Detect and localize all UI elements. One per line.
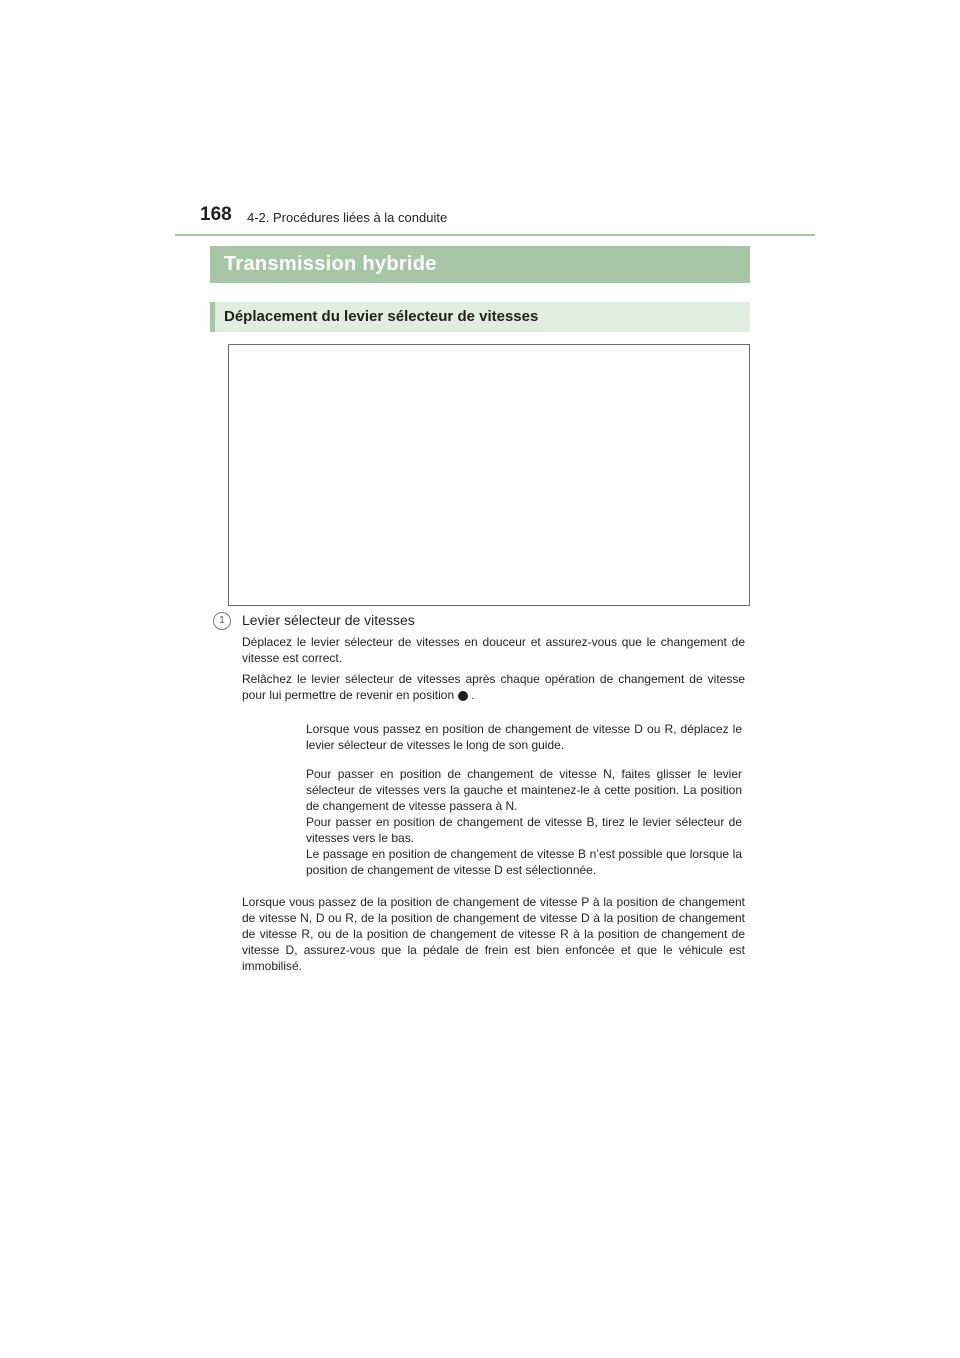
section-title-bar [210,246,750,283]
callout-number: 1 [213,612,231,630]
subsection-title-bar [210,302,750,332]
note-d-or-r: Lorsque vous passez en position de changement de vitesse D ou R, déplacez le levier sélecteur de vitesses le long de son guide. [306,722,742,752]
callout-label: Levier sélecteur de vitesses [242,612,415,628]
page-number: 168 [200,204,232,225]
note-b: Pour passer en position de changement de vitesse B, tirez le levier sélecteur de vitesses vers le bas. [306,815,742,845]
paragraph-smooth-shift: Déplacez le levier sélecteur de vitesses en douceur et assurez-vous que le changement de vitesse est correct. [242,635,745,665]
paragraph-release-text: Relâchez le levier sélecteur de vitesses après chaque opération de changement de vitesse pour lui permettre de revenir en position [242,672,745,702]
note-b-condition: Le passage en position de changement de vitesse B n’est possible que lorsque la position de changement de vitesse D est sélectionnée. [306,847,742,877]
page-header [175,200,815,236]
subsection-title: Déplacement du levier sélecteur de vitesses [224,308,539,325]
note-n-and-b [306,766,742,878]
note-n: Pour passer en position de changement de vitesse N, faites glisser le levier sélecteur de vitesses vers la gauche et maintenez-le à cette position. La position de changement de vitesse passera à N. [306,767,742,813]
paragraph-release-lever [242,671,745,703]
section-breadcrumb: 4-2. Procédures liées à la conduite [247,210,448,225]
section-title: Transmission hybride [224,253,437,275]
paragraph-brake-warning: Lorsque vous passez de la position de changement de vitesse P à la position de changement de vitesse N, D ou R, de la position de changement de vitesse D à la position de changement de vitesse R, ou de la position de changement de vitesse R à la position de changement de vitesse D, assurez-vous que la pédale de frein est bien enfoncée et que le véhicule est immobilisé. [242,895,745,973]
shift-lever-illustration [228,344,750,606]
filled-circle-icon [458,691,468,701]
paragraph-release-end: . [471,688,475,702]
